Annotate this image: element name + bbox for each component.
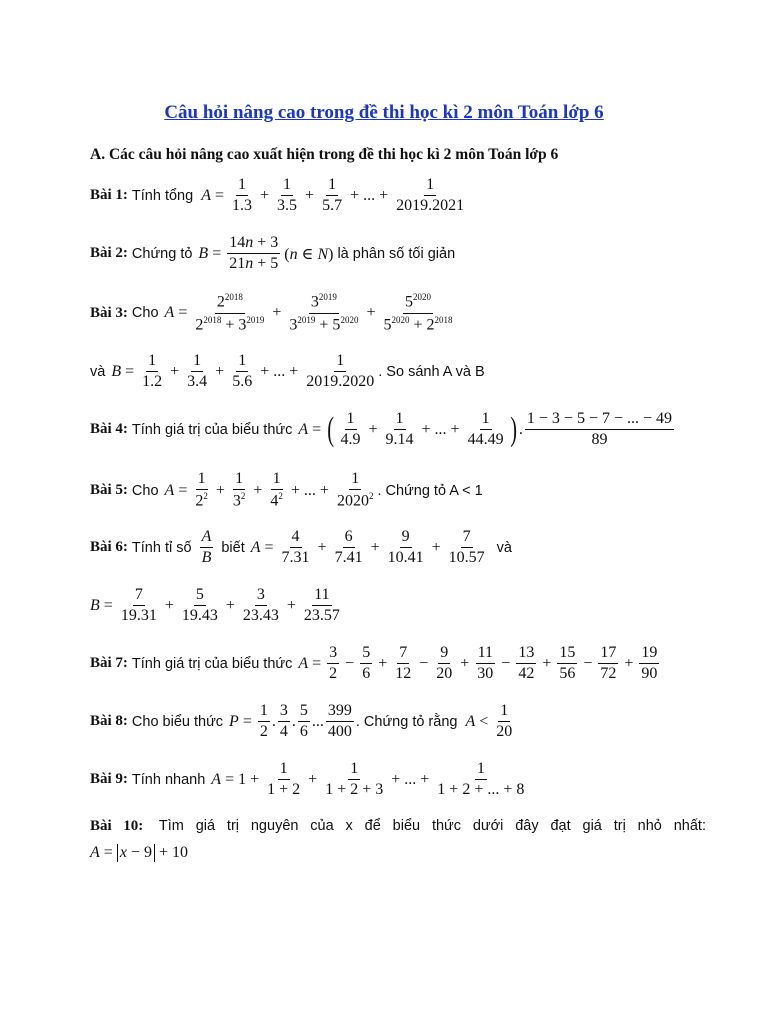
problem-5-text2: . Chứng tỏ A < 1 (377, 482, 483, 499)
problem-10-text: Tìm giá trị nguyên của x để biểu thức dưới đây đạt giá trị nhỏ nhất: (158, 818, 706, 834)
problem-2-text2: là phân số tối giản (337, 245, 456, 262)
problem-6-text2: biết (221, 539, 245, 556)
problem-10 (90, 818, 706, 835)
problem-1-label: Bài 1: (90, 187, 128, 204)
problem-9 (90, 760, 528, 800)
problem-3 (90, 292, 457, 334)
problem-2-formula: B = $\frac{14n + 3}{21n + 5}$ (n ∈ N) (198, 234, 334, 273)
section-heading: A. Các câu hỏi nâng cao xuất hiện trong đề thi học kì 2 môn Toán lớp 6 (90, 146, 559, 163)
problem-4-label: Bài 4: (90, 421, 128, 438)
problem-6-label: Bài 6: (90, 539, 128, 556)
problem-8-inequality: A < $\frac{1}{20}$ (465, 702, 513, 741)
problem-6-ratio: $\frac{A}{B}$ (201, 528, 212, 567)
problem-1 (90, 176, 468, 216)
problem-7-text: Tính giá trị của biểu thức (131, 655, 293, 672)
problem-10-label: Bài 10: (90, 818, 144, 834)
problem-5-formula: A = $\frac{1}{2^2}$ + $\frac{1}{3^2}$ + $\frac{1}{4^2}$ + ... + $\frac{1}{2020^2}$ (164, 470, 374, 510)
problem-5 (90, 470, 483, 511)
problem-3-cont: và (90, 363, 106, 380)
problem-10-formula: A = x − 9 + 10 (90, 844, 188, 861)
problem-3-label: Bài 3: (90, 304, 128, 321)
problem-8-formula: P = $\frac{1}{2}$ . $\frac{3}{4}$ . $\frac{5}{6}$ ... $\frac{399}{400}$ (229, 702, 352, 741)
problem-8-label: Bài 8: (90, 713, 128, 730)
problem-3-formula-b: B = $\frac{1}{1.2}$ + $\frac{1}{3.4}$ + $\frac{1}{5.6}$ + ... + $\frac{1}{2019.2020}$ (111, 352, 375, 391)
problem-3-cont2: . So sánh A và B (378, 363, 485, 380)
problem-7-formula: A = $\frac{3}{2}$ − $\frac{5}{6}$ + $\frac{7}{12}$ − $\frac{9}{20}$ + $\frac{11}{30}$ − $\frac{13}{42}$ + $\frac{15}{56}$ − $\frac{17}{72}$ + $\frac{19}{90}$ (298, 644, 658, 683)
problem-5-text: Cho (131, 482, 159, 499)
problem-2-text: Chứng tỏ (131, 245, 193, 262)
problem-6-text3: và (496, 539, 512, 556)
page-title: Câu hỏi nâng cao trong đề thi học kì 2 môn Toán lớp 6 (164, 102, 604, 123)
problem-3-text: Cho (131, 305, 159, 322)
problem-4 (90, 410, 676, 450)
problem-5-label: Bài 5: (90, 482, 128, 499)
problem-8 (90, 702, 516, 742)
problem-1-text: Tính tổng (131, 187, 194, 204)
problem-3-continued (90, 352, 485, 392)
problem-6-formula-b: B = $\frac{7}{19.31}$ + $\frac{5}{19.43}$ + $\frac{3}{23.43}$ + $\frac{11}{23.57}$ (90, 586, 340, 625)
problem-2-label: Bài 2: (90, 245, 128, 262)
problem-6 (90, 528, 512, 568)
problem-2 (90, 234, 455, 274)
problem-8-text: Cho biểu thức (131, 713, 224, 730)
problem-6-text: Tính tỉ số (131, 539, 192, 556)
problem-6-continued (90, 586, 344, 626)
problem-7-label: Bài 7: (90, 655, 128, 672)
problem-9-formula: A = 1 + $\frac{1}{1 + 2}$ + $\frac{1}{1 + 2 + 3}$ + ... + $\frac{1}{1 + 2 + ... + 8}$ (211, 760, 525, 799)
problem-6-formula-a: A = $\frac{4}{7.31}$ + $\frac{6}{7.41}$ + $\frac{9}{10.41}$ + $\frac{7}{10.57}$ (250, 528, 485, 567)
problem-7 (90, 644, 661, 684)
problem-1-formula: A = $\frac{1}{1.3}$ + $\frac{1}{3.5}$ + $\frac{1}{5.7}$ + ... + $\frac{1}{2019.2021}$ (201, 176, 465, 215)
problem-10-formula-line (90, 844, 188, 862)
problem-8-text2: . Chứng tỏ rằng (355, 713, 458, 730)
problem-3-formula-a: A = $\frac{2^{2018}}{2^{2018} + 3^{2019}}$ + $\frac{3^{2019}}{3^{2019} + 5^{2020}}$ + $\frac{5^{2020}}{5^{2020} + 2^{2018}}$ (164, 292, 453, 334)
problem-9-text: Tính nhanh (131, 771, 206, 788)
problem-4-text: Tính giá trị của biểu thức (131, 421, 293, 438)
problem-4-formula: A = ( $\frac{1}{4.9}$ + $\frac{1}{9.14}$ + ... + $\frac{1}{44.49}$ ) . $\frac{1 - 3 - 5 - 7 - ... - 49}{89}$ (298, 410, 673, 449)
problem-9-label: Bài 9: (90, 771, 128, 788)
